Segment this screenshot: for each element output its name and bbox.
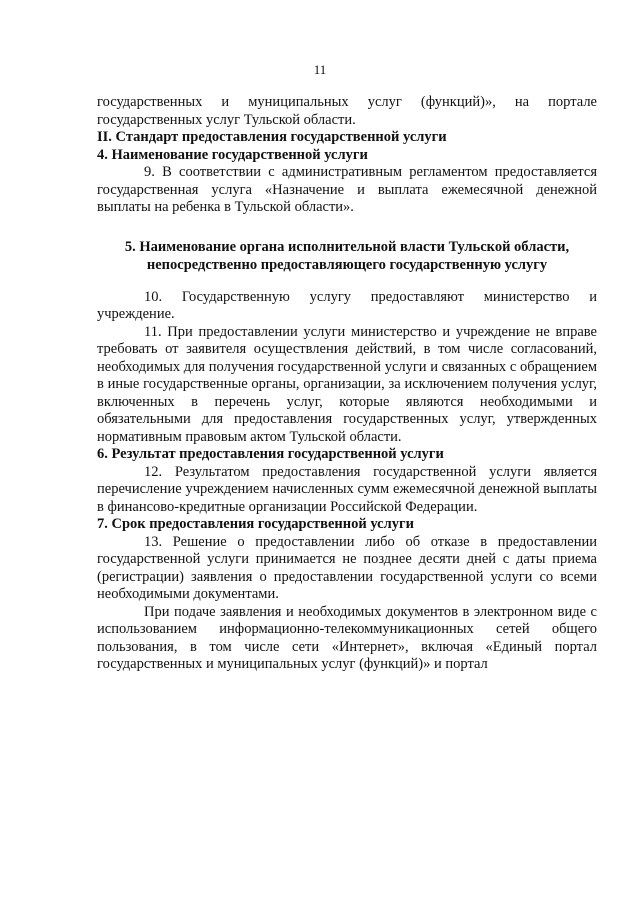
section-heading: II. Стандарт предоставления государственной услуги — [97, 129, 447, 145]
paragraph-10: 10. Государственную услугу предоставляют министерство и учреждение. — [97, 288, 597, 322]
page-number: 11 — [313, 62, 327, 77]
paragraph-12: 12. Результатом предоставления государственной услуги является перечисление учреждением начисленных сумм ежемесячной денежной выплаты в финансово-кредитные организации Российской Федерации. — [97, 463, 597, 515]
subsection-heading-6: 6. Результат предоставления государственной услуги — [97, 446, 444, 462]
paragraph-9: 9. В соответствии с административным регламентом предоставляется государственная услуга «Назначение и выплата ежемесячной денежной выплаты на ребенка в Тульской области». — [97, 164, 597, 215]
subsection-heading-5-line-2: непосредственно предоставляющего государственную услугу — [146, 256, 548, 273]
paragraph-13: 13. Решение о предоставлении либо об отказе в предоставлении государственной услуги принимается не позднее десяти дней с даты приема (регистрации) заявления о предоставлении государственной услуги со всеми необходимыми документами. — [97, 533, 597, 602]
document-body — [97, 94, 597, 674]
subsection-heading-7: 7. Срок предоставления государственной услуги — [97, 516, 414, 532]
subsection-heading-5-line-1: 5. Наименование органа исполнительной власти Тульской области, — [124, 238, 570, 255]
paragraph-11: 11. При предоставлении услуги министерство и учреждение не вправе требовать от заявителя осуществления действий, в том числе согласований, необходимых для получения государственной услуги и связанных с обращением в иные государственные органы, организации, за исключением получения услуг, включенных в перечень услуг, которые являются необходимыми и обязательными для предоставления государственных услуг, утвержденных нормативным правовым актом Тульской области. — [97, 323, 597, 445]
subsection-heading-5 — [97, 238, 597, 274]
subsection-heading-4: 4. Наименование государственной услуги — [97, 146, 368, 163]
paragraph-13-continued: При подаче заявления и необходимых документов в электронном виде с использованием информационно-телекоммуникационных сетей общего пользования, в том числе сети «Интернет», включая «Единый портал государственных и муниципальных услуг (функций)» и портал — [97, 603, 597, 672]
paragraph-continuation: государственных и муниципальных услуг (функций)», на портале государственных услуг Тульской области. — [97, 94, 597, 128]
